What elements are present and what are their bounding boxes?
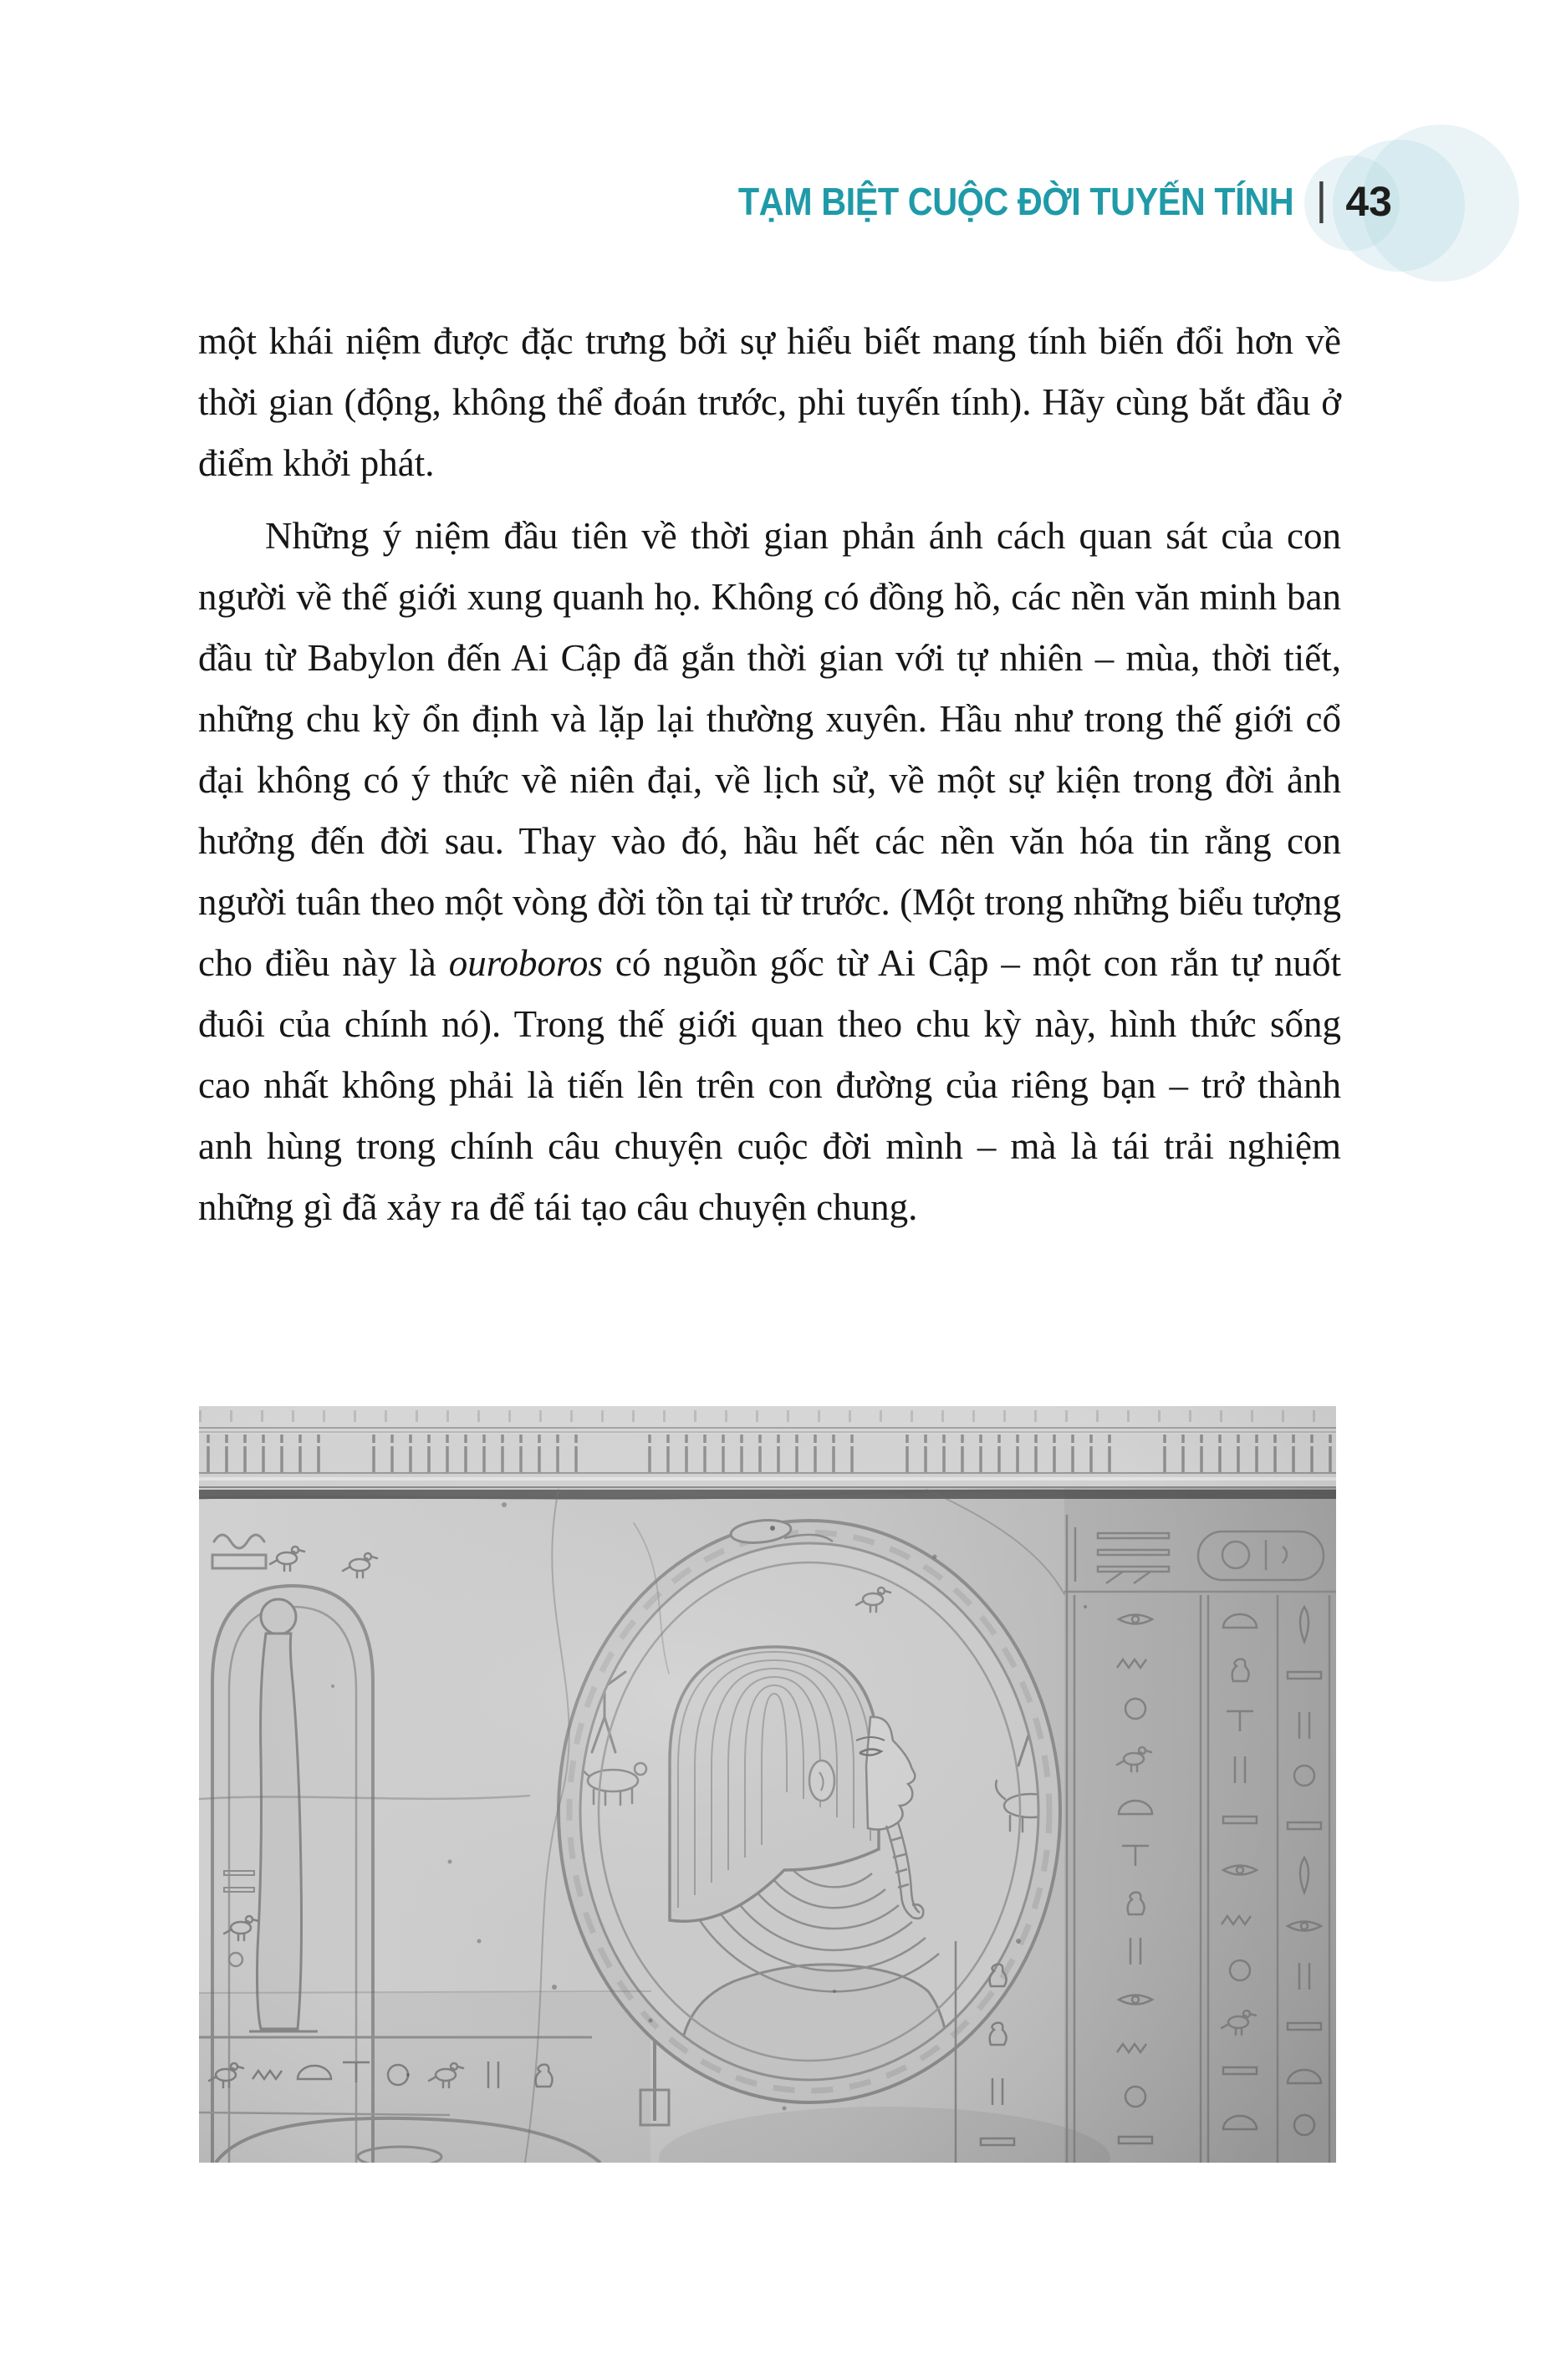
chapter-title: TẠM BIỆT CUỘC ĐỜI TUYẾN TÍNH (737, 180, 1294, 223)
paragraph-2-text: Những ý niệm đầu tiên về thời gian phản ánh cách quan sát của con người về thế giới xung quanh họ. Không có đồng hồ, các nền văn minh ban đầu từ Babylon đến Ai Cập đã gắn thời gian với tự nhiên – mùa, thời tiết, những chu kỳ ổn định và lặp lại thường xuyên. Hầu như trong thế giới cổ đại không có ý thức về niên đại, về lịch sử, về một sự kiện trong đời ảnh hưởng đến đời sau. Thay vào đó, hầu hết các nền văn hóa tin rằng con người tuân theo một vòng đời tồn tại từ trước. (Một trong những biểu tượng cho điều này là (198, 515, 1341, 984)
running-header (676, 176, 1392, 227)
paragraph-1: một khái niệm được đặc trưng bởi sự hiểu biết mang tính biến đổi hơn về thời gian (động, không thể đoán trước, phi tuyến tính). Hãy cùng bắt đầu ở điểm khởi phát. (198, 320, 1341, 484)
photo-vignette (199, 1406, 1336, 2163)
header-separator: | (1315, 174, 1328, 224)
relief-illustration (199, 1406, 1336, 2163)
paragraph-2 (198, 506, 1341, 1238)
italic-term: ouroboros (448, 942, 603, 984)
egyptian-relief-ouroboros-photo (199, 1406, 1336, 2163)
paragraph-2-text: có nguồn gốc từ Ai Cập – một con rắn tự nuốt đuôi của chính nó). Trong thế giới quan theo chu kỳ này, hình thức sống cao nhất không phải là tiến lên trên con đường của riêng bạn – trở thành anh hùng trong chính câu chuyện cuộc đời mình – mà là tái trải nghiệm những gì đã xảy ra để tái tạo câu chuyện chung. (198, 942, 1341, 1228)
page-number: 43 (1345, 178, 1392, 225)
body-text (198, 311, 1341, 1238)
